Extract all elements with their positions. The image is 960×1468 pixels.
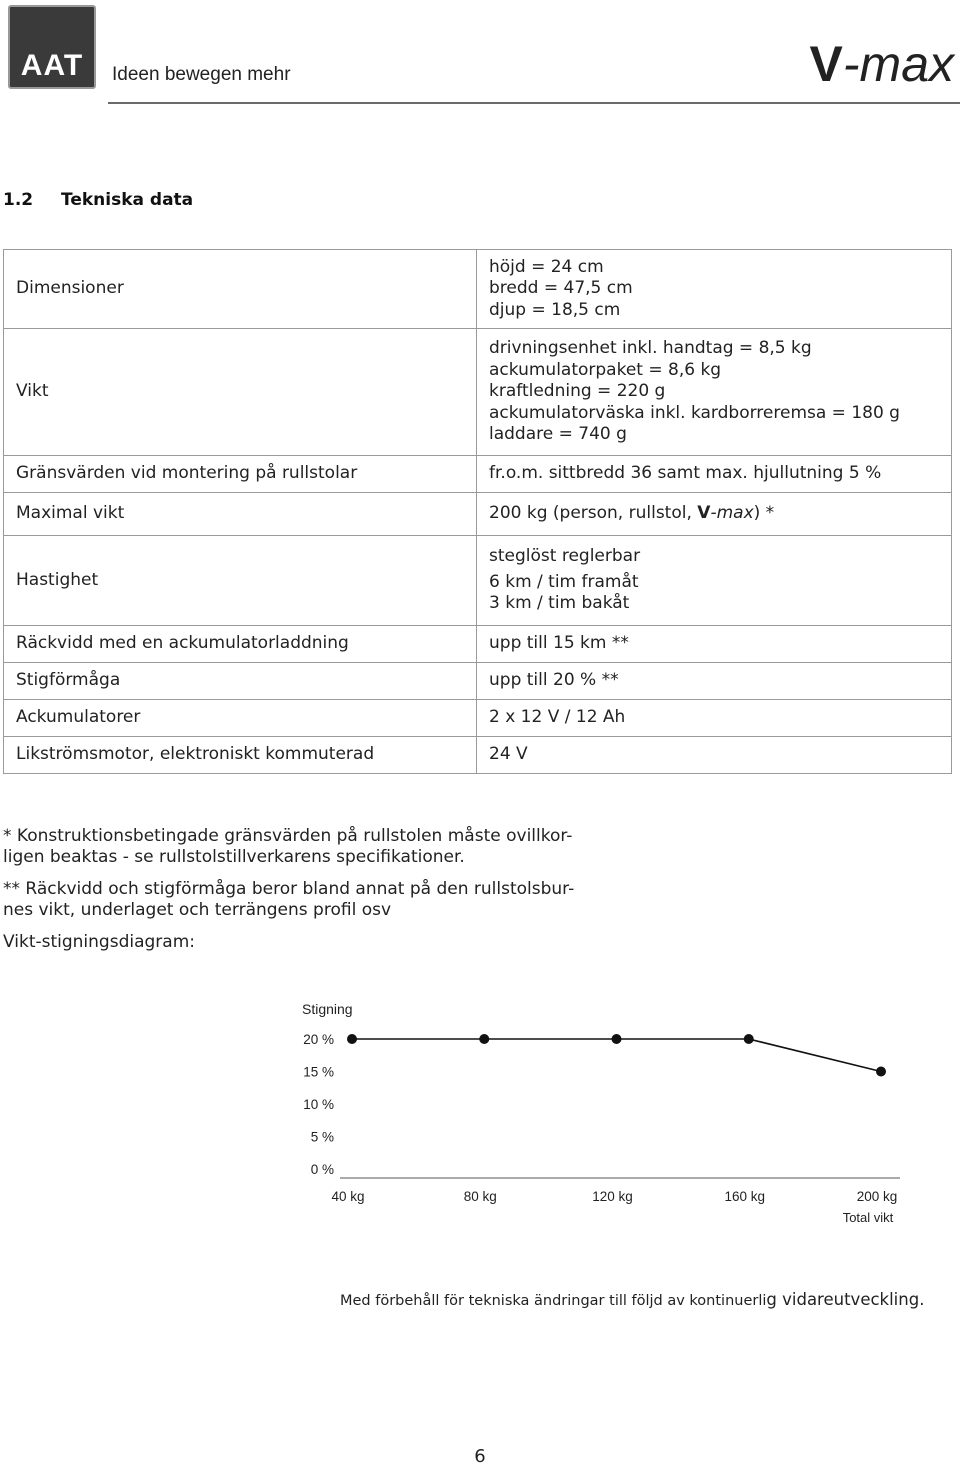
weight-line: ackumulatorpaket = 8,6 kg [489, 359, 722, 380]
brand-max: -max [842, 36, 954, 92]
x-tick-label: 200 kg [856, 1189, 898, 1204]
spec-table [3, 249, 952, 774]
row-max-weight [4, 493, 952, 536]
speed-value [477, 536, 952, 626]
logo-text: AAT [20, 49, 84, 82]
brand-name [810, 36, 954, 92]
weight-value [477, 329, 952, 456]
batteries-value: 2 x 12 V / 12 Ah [477, 700, 952, 737]
x-tick-label: 120 kg [592, 1189, 633, 1204]
row-motor [4, 737, 952, 774]
dimensions-value [477, 250, 952, 329]
row-weight [4, 329, 952, 456]
data-point [479, 1034, 489, 1044]
limits-value: fr.o.m. sittbredd 36 samt max. hjullutning 5 % [477, 456, 952, 493]
data-point [744, 1034, 754, 1044]
footnote-1-line: ligen beaktas - se rullstolstillverkarens specifikationer. [3, 847, 465, 867]
y-tick-label: 10 % [303, 1097, 334, 1112]
y-tick-label: 5 % [310, 1129, 334, 1145]
dimensions-line: bredd = 47,5 cm [489, 278, 633, 299]
limits-label: Gränsvärden vid montering på rullstolar [4, 456, 477, 493]
max-weight-label: Maximal vikt [4, 493, 477, 536]
climbing-value: upp till 20 % ** [477, 663, 952, 700]
tagline: Ideen bewegen mehr [112, 64, 291, 85]
y-tick-label: 15 % [303, 1064, 334, 1080]
max-weight-brand-v: V [697, 503, 711, 524]
data-point [612, 1034, 622, 1044]
row-limits [4, 456, 952, 493]
y-tick-label: 0 % [310, 1162, 334, 1177]
footnote-1 [3, 826, 623, 868]
speed-line: 3 km / tim bakåt [489, 593, 630, 614]
section-number: 1.2 [3, 190, 34, 210]
chart-ylabel: Stigning [302, 1001, 353, 1017]
max-weight-value [477, 493, 952, 536]
section-title [3, 190, 193, 210]
range-label: Räckvidd med en ackumulatorladdning [4, 626, 477, 663]
disclaimer [340, 1290, 924, 1309]
data-point [347, 1034, 357, 1044]
speed-label: Hastighet [4, 536, 477, 626]
x-tick-label: 80 kg [463, 1189, 497, 1204]
footnote-1-line: * Konstruktionsbetingade gränsvärden på rullstolen måste ovillkor- [3, 826, 573, 846]
weight-incline-chart [0, 995, 960, 1235]
range-value: upp till 15 km ** [477, 626, 952, 663]
section-heading: Tekniska data [61, 190, 194, 210]
max-weight-brand-max: -max [710, 503, 754, 524]
footnote-2 [3, 879, 623, 921]
batteries-label: Ackumulatorer [4, 700, 477, 737]
dimensions-label: Dimensioner [4, 250, 477, 329]
y-tick-labels [303, 1032, 334, 1177]
x-tick-label: 40 kg [331, 1189, 365, 1204]
row-batteries [4, 700, 952, 737]
max-weight-text-end: ) * [753, 503, 775, 524]
speed-line: 6 km / tim framåt [489, 571, 639, 592]
diagram-title: Vikt-stigningsdiagram: [3, 932, 195, 952]
chart-xlabel: Total vikt [842, 1210, 894, 1225]
page-number: 6 [474, 1446, 486, 1467]
x-tick-labels [331, 1189, 897, 1204]
row-climbing [4, 663, 952, 700]
weight-line: laddare = 740 g [489, 424, 627, 445]
dimensions-line: djup = 18,5 cm [489, 299, 621, 320]
motor-label: Likströmsmotor, elektroniskt kommuterad [4, 737, 477, 774]
weight-label: Vikt [4, 329, 477, 456]
weight-line: ackumulatorväska inkl. kardborreremsa = 180 g [489, 402, 900, 423]
max-weight-text: 200 kg (person, rullstol, [489, 503, 698, 524]
aat-logo [8, 5, 96, 89]
weight-line: kraftledning = 220 g [489, 381, 666, 402]
row-dimensions [4, 250, 952, 329]
disclaimer-end: g vidareutveckling. [766, 1290, 925, 1309]
data-points [347, 1034, 886, 1077]
disclaimer-main: Med förbehåll för tekniska ändringar till följd av kontinuerli [340, 1293, 767, 1309]
x-tick-label: 160 kg [724, 1189, 766, 1204]
header-rule [108, 102, 960, 104]
footnote-2-line: nes vikt, underlaget och terrängens profil osv [3, 900, 392, 920]
speed-line: steglöst reglerbar [489, 546, 641, 567]
y-tick-label: 20 % [303, 1032, 334, 1047]
motor-value: 24 V [477, 737, 952, 774]
row-speed [4, 536, 952, 626]
dimensions-line: höjd = 24 cm [489, 256, 604, 277]
data-point [876, 1067, 886, 1077]
footnote-2-line: ** Räckvidd och stigförmåga beror bland annat på den rullstolsbur- [3, 879, 575, 899]
row-range [4, 626, 952, 663]
weight-line: drivningsenhet inkl. handtag = 8,5 kg [489, 338, 812, 359]
climbing-label: Stigförmåga [4, 663, 477, 700]
brand-v: V [809, 36, 843, 92]
